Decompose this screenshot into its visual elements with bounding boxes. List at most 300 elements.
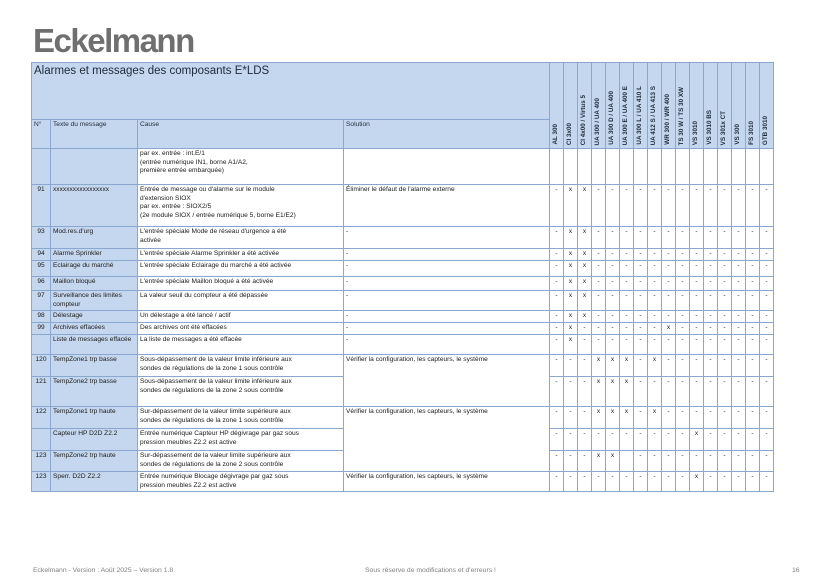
- component-mark: -: [746, 261, 760, 277]
- component-mark: [592, 149, 606, 185]
- component-header: AL 300: [550, 63, 564, 149]
- component-mark: -: [676, 185, 690, 227]
- component-header: WR 300 / WR 400: [662, 63, 676, 149]
- component-mark: -: [718, 185, 732, 227]
- col-message-header: Texte du message: [51, 120, 138, 149]
- row-solution: Vérifier la configuration, les capteurs, le système: [344, 355, 550, 407]
- component-mark: -: [662, 185, 676, 227]
- component-mark: -: [704, 407, 718, 429]
- component-header: VS 3010 BS: [704, 63, 718, 149]
- component-mark: -: [578, 335, 592, 355]
- eckelmann-logo: Eckelmann: [33, 22, 194, 59]
- component-mark: -: [550, 249, 564, 261]
- component-mark: -: [704, 277, 718, 291]
- component-mark: -: [634, 311, 648, 323]
- row-solution: -: [344, 261, 550, 277]
- component-mark: -: [564, 377, 578, 407]
- row-solution: Vérifier la configuration, les capteurs, le système: [344, 407, 550, 471]
- component-mark: -: [662, 471, 676, 491]
- component-mark: -: [648, 185, 662, 227]
- component-mark: -: [690, 249, 704, 261]
- cause-line: Entrée numérique Blocage dégivrage par gaz sous: [140, 472, 289, 480]
- component-mark: -: [718, 323, 732, 335]
- component-mark: -: [676, 355, 690, 377]
- row-number: [32, 335, 51, 355]
- component-mark: -: [732, 377, 746, 407]
- row-cause: [138, 451, 344, 471]
- component-mark: -: [704, 429, 718, 451]
- cause-line: Sous-dépassement de la valeur limite inférieure aux: [140, 356, 292, 364]
- row-message: Mod.res.d'urg: [51, 227, 138, 249]
- row-message: TempZone2 trp haute: [51, 451, 138, 471]
- component-mark: -: [704, 185, 718, 227]
- component-mark: -: [690, 311, 704, 323]
- component-mark: -: [690, 277, 704, 291]
- component-mark: x: [592, 355, 606, 377]
- component-mark: x: [592, 377, 606, 407]
- component-mark: -: [648, 471, 662, 491]
- component-mark: -: [704, 227, 718, 249]
- component-mark: [690, 149, 704, 185]
- component-mark: -: [578, 377, 592, 407]
- component-mark: -: [690, 185, 704, 227]
- component-mark: -: [550, 185, 564, 227]
- component-mark: -: [732, 227, 746, 249]
- component-mark: -: [732, 249, 746, 261]
- table-row: [32, 311, 774, 323]
- component-mark: -: [732, 261, 746, 277]
- component-mark: -: [662, 291, 676, 311]
- component-mark: x: [564, 335, 578, 355]
- component-mark: x: [564, 311, 578, 323]
- component-mark: -: [760, 471, 774, 491]
- row-message: Capteur HP D2D Z2.2: [51, 429, 138, 451]
- component-mark: -: [662, 249, 676, 261]
- row-cause: [138, 277, 344, 291]
- row-message: Archives effacées: [51, 323, 138, 335]
- component-mark: -: [606, 227, 620, 249]
- component-mark: -: [564, 429, 578, 451]
- component-mark: -: [704, 335, 718, 355]
- component-mark: x: [564, 291, 578, 311]
- component-mark: x: [606, 451, 620, 471]
- cause-line: sondes de régulations de la zone 1 sous contrôle: [140, 417, 284, 425]
- component-header: CI 3x00: [564, 63, 578, 149]
- component-mark: -: [592, 323, 606, 335]
- component-mark: [676, 149, 690, 185]
- component-mark: -: [718, 407, 732, 429]
- component-mark: -: [648, 451, 662, 471]
- component-mark: -: [662, 311, 676, 323]
- component-mark: -: [760, 451, 774, 471]
- component-header: VS 301x CT: [718, 63, 732, 149]
- component-mark: -: [620, 249, 634, 261]
- component-mark: -: [746, 451, 760, 471]
- component-mark: -: [606, 261, 620, 277]
- component-mark: -: [592, 291, 606, 311]
- component-mark: -: [648, 249, 662, 261]
- table-row: [32, 185, 774, 227]
- component-mark: -: [746, 377, 760, 407]
- component-mark: -: [634, 185, 648, 227]
- row-solution: Vérifier la configuration, les capteurs, le système: [344, 471, 550, 491]
- row-number: 122: [32, 407, 51, 429]
- table-row: [32, 277, 774, 291]
- cause-line: sondes de régulations de la zone 2 sous contrôle: [140, 461, 284, 469]
- row-number: 91: [32, 185, 51, 227]
- component-mark: x: [690, 429, 704, 451]
- component-mark: x: [620, 355, 634, 377]
- row-message: Surveillance des limites compteur: [51, 291, 138, 311]
- component-mark: -: [578, 355, 592, 377]
- component-mark: -: [550, 323, 564, 335]
- component-mark: x: [606, 355, 620, 377]
- component-mark: [732, 149, 746, 185]
- component-mark: -: [634, 407, 648, 429]
- component-mark: -: [550, 429, 564, 451]
- component-mark: -: [704, 323, 718, 335]
- row-cause: [138, 291, 344, 311]
- component-mark: -: [690, 407, 704, 429]
- component-mark: -: [732, 291, 746, 311]
- component-mark: x: [564, 323, 578, 335]
- component-mark: [718, 149, 732, 185]
- cause-line: activée: [140, 236, 161, 244]
- table-row: [32, 249, 774, 261]
- row-solution: -: [344, 249, 550, 261]
- cause-line: (entrée numérique IN1, borne A1/A2,: [140, 158, 248, 166]
- footer-disclaimer: Sous réserve de modifications et d'erreurs !: [365, 567, 496, 574]
- component-mark: -: [690, 291, 704, 311]
- component-header: UA 300 E / UA 400 E: [620, 63, 634, 149]
- cause-line: La liste de messages a été effacée: [140, 336, 242, 344]
- component-mark: -: [760, 335, 774, 355]
- component-mark: -: [760, 277, 774, 291]
- component-mark: -: [550, 227, 564, 249]
- component-mark: [704, 149, 718, 185]
- component-mark: -: [732, 323, 746, 335]
- component-mark: -: [760, 249, 774, 261]
- cause-line: Des archives ont été effacées: [140, 324, 227, 332]
- cause-line: Un délestage a été lancé / actif: [140, 312, 231, 320]
- component-mark: -: [746, 291, 760, 311]
- component-mark: -: [732, 471, 746, 491]
- component-mark: -: [606, 429, 620, 451]
- component-header: UA 300 / UA 400: [592, 63, 606, 149]
- component-mark: [760, 149, 774, 185]
- component-mark: -: [746, 311, 760, 323]
- component-mark: x: [620, 407, 634, 429]
- component-mark: -: [648, 291, 662, 311]
- component-mark: -: [718, 355, 732, 377]
- row-number: 120: [32, 355, 51, 377]
- row-solution: -: [344, 277, 550, 291]
- component-mark: -: [732, 311, 746, 323]
- component-mark: x: [606, 377, 620, 407]
- table-row: [32, 149, 774, 185]
- component-mark: -: [718, 291, 732, 311]
- component-mark: -: [676, 311, 690, 323]
- component-mark: -: [732, 407, 746, 429]
- component-mark: -: [662, 261, 676, 277]
- component-mark: -: [620, 227, 634, 249]
- component-mark: -: [620, 429, 634, 451]
- component-mark: -: [690, 261, 704, 277]
- component-mark: -: [550, 261, 564, 277]
- component-mark: -: [718, 261, 732, 277]
- table-title: Alarmes et messages des composants E*LDS: [32, 63, 550, 120]
- component-mark: -: [592, 227, 606, 249]
- cause-line: L'entrée spéciale Maillon bloqué a été activée: [140, 278, 274, 285]
- component-mark: -: [620, 323, 634, 335]
- row-cause: [138, 335, 344, 355]
- component-mark: -: [676, 291, 690, 311]
- row-number: [32, 149, 51, 185]
- component-mark: x: [578, 249, 592, 261]
- component-mark: -: [662, 377, 676, 407]
- component-mark: x: [578, 311, 592, 323]
- col-number-header: N°: [32, 120, 51, 149]
- component-mark: -: [550, 451, 564, 471]
- component-mark: -: [578, 407, 592, 429]
- component-mark: -: [704, 451, 718, 471]
- component-mark: -: [760, 355, 774, 377]
- component-mark: -: [634, 335, 648, 355]
- footer-version: Eckelmann - Version : Août 2025 – Version 1.8: [33, 567, 174, 574]
- component-mark: x: [648, 355, 662, 377]
- component-mark: -: [634, 291, 648, 311]
- component-mark: -: [760, 407, 774, 429]
- component-mark: -: [718, 471, 732, 491]
- component-mark: [564, 149, 578, 185]
- component-mark: x: [578, 185, 592, 227]
- component-mark: -: [676, 377, 690, 407]
- row-message: Maillon bloqué: [51, 277, 138, 291]
- component-mark: -: [676, 261, 690, 277]
- row-solution: -: [344, 311, 550, 323]
- component-mark: -: [662, 451, 676, 471]
- component-mark: -: [648, 429, 662, 451]
- cause-line: La valeur seuil du compteur a été dépassée: [140, 292, 268, 299]
- component-mark: -: [690, 377, 704, 407]
- component-mark: x: [578, 291, 592, 311]
- cause-line: L'entrée spéciale Eclairage du marché a été activée: [140, 262, 292, 269]
- component-header: UA 412 S / UA 413 S: [648, 63, 662, 149]
- component-mark: -: [690, 227, 704, 249]
- component-mark: -: [662, 227, 676, 249]
- component-mark: -: [550, 377, 564, 407]
- component-mark: -: [760, 377, 774, 407]
- component-header: CI 4x00 / Virtus 5: [578, 63, 592, 149]
- component-mark: -: [592, 429, 606, 451]
- row-message: Eclairage du marché: [51, 261, 138, 277]
- row-number: 95: [32, 261, 51, 277]
- row-solution: [344, 149, 550, 185]
- component-mark: [550, 149, 564, 185]
- component-mark: x: [620, 377, 634, 407]
- component-mark: -: [732, 429, 746, 451]
- component-mark: -: [578, 451, 592, 471]
- component-header: VS 300: [732, 63, 746, 149]
- component-mark: -: [564, 407, 578, 429]
- row-solution: -: [344, 335, 550, 355]
- row-number: [32, 429, 51, 451]
- row-cause: [138, 185, 344, 227]
- component-mark: -: [634, 377, 648, 407]
- cause-line: Sur-dépassement de la valeur limite supérieure aux: [140, 408, 291, 416]
- row-number: 96: [32, 277, 51, 291]
- row-solution: -: [344, 323, 550, 335]
- component-mark: [648, 149, 662, 185]
- cause-line: par ex. entrée : SIOX2/5: [140, 203, 212, 211]
- component-mark: -: [648, 261, 662, 277]
- component-mark: -: [620, 185, 634, 227]
- component-mark: -: [592, 261, 606, 277]
- component-mark: -: [550, 355, 564, 377]
- component-mark: -: [592, 335, 606, 355]
- component-mark: -: [704, 355, 718, 377]
- component-header: UA 300 D / UA 400: [606, 63, 620, 149]
- component-mark: -: [690, 355, 704, 377]
- component-mark: -: [718, 451, 732, 471]
- component-mark: -: [634, 355, 648, 377]
- component-mark: -: [662, 407, 676, 429]
- component-mark: [620, 149, 634, 185]
- component-mark: -: [550, 407, 564, 429]
- component-mark: -: [606, 185, 620, 227]
- component-mark: -: [634, 429, 648, 451]
- component-mark: -: [648, 377, 662, 407]
- component-mark: -: [592, 277, 606, 291]
- component-mark: -: [690, 335, 704, 355]
- component-mark: -: [746, 471, 760, 491]
- row-message: [51, 149, 138, 185]
- component-mark: -: [564, 355, 578, 377]
- component-mark: -: [634, 261, 648, 277]
- component-mark: x: [592, 407, 606, 429]
- cause-line: d'extension SIOX: [140, 194, 191, 202]
- component-mark: -: [550, 311, 564, 323]
- component-mark: x: [578, 277, 592, 291]
- component-mark: -: [746, 323, 760, 335]
- component-mark: -: [732, 277, 746, 291]
- table-row: [32, 335, 774, 355]
- row-solution: -: [344, 291, 550, 311]
- component-header: VS 3010: [690, 63, 704, 149]
- row-message: Liste de messages effacée: [51, 335, 138, 355]
- cause-line: sondes de régulations de la zone 2 sous contrôle: [140, 387, 284, 395]
- component-mark: -: [662, 335, 676, 355]
- component-mark: -: [704, 311, 718, 323]
- component-mark: -: [578, 429, 592, 451]
- component-mark: -: [550, 277, 564, 291]
- component-mark: -: [732, 335, 746, 355]
- component-mark: -: [746, 355, 760, 377]
- component-mark: -: [550, 335, 564, 355]
- table-row: [32, 355, 774, 377]
- cause-line: sondes de régulations de la zone 1 sous contrôle: [140, 365, 284, 373]
- row-message: Délestage: [51, 311, 138, 323]
- alarms-table-body: [32, 149, 774, 492]
- component-mark: -: [606, 277, 620, 291]
- component-mark: -: [648, 335, 662, 355]
- component-mark: -: [690, 323, 704, 335]
- component-mark: [606, 149, 620, 185]
- row-number: 98: [32, 311, 51, 323]
- col-solution-header: Solution: [344, 120, 550, 149]
- component-mark: -: [578, 323, 592, 335]
- component-mark: -: [662, 429, 676, 451]
- component-mark: -: [662, 355, 676, 377]
- row-cause: [138, 323, 344, 335]
- row-cause: [138, 311, 344, 323]
- component-mark: -: [760, 311, 774, 323]
- table-row: [32, 323, 774, 335]
- component-mark: [746, 149, 760, 185]
- cause-line: pression meubles Z2.2 est active: [140, 439, 237, 447]
- row-cause: [138, 249, 344, 261]
- row-cause: [138, 471, 344, 491]
- component-header: TS 30 W / TS 30 XW: [676, 63, 690, 149]
- table-row: [32, 261, 774, 277]
- row-cause: [138, 227, 344, 249]
- component-mark: -: [634, 227, 648, 249]
- page-number: 16: [792, 567, 800, 574]
- col-cause-header: Cause: [138, 120, 344, 149]
- component-mark: -: [760, 323, 774, 335]
- component-mark: -: [690, 451, 704, 471]
- row-cause: [138, 355, 344, 377]
- component-mark: -: [606, 291, 620, 311]
- component-header: UA 300 L / UA 410 L: [634, 63, 648, 149]
- row-number: 121: [32, 377, 51, 407]
- component-mark: -: [662, 277, 676, 291]
- component-mark: x: [564, 261, 578, 277]
- component-mark: -: [746, 407, 760, 429]
- component-mark: -: [760, 429, 774, 451]
- component-mark: -: [718, 249, 732, 261]
- component-mark: x: [564, 277, 578, 291]
- alarms-table: [31, 62, 774, 492]
- cause-line: Entrée numérique Capteur HP dégivrage par gaz sous: [140, 430, 299, 438]
- component-mark: -: [634, 323, 648, 335]
- component-mark: -: [606, 249, 620, 261]
- component-mark: -: [746, 249, 760, 261]
- component-mark: -: [620, 261, 634, 277]
- cause-line: Sous-dépassement de la valeur limite inférieure aux: [140, 378, 292, 386]
- component-mark: -: [746, 277, 760, 291]
- component-mark: -: [718, 311, 732, 323]
- component-mark: -: [648, 323, 662, 335]
- component-mark: -: [718, 335, 732, 355]
- row-message: TempZone2 trp basse: [51, 377, 138, 407]
- component-mark: -: [746, 185, 760, 227]
- component-mark: -: [676, 335, 690, 355]
- component-mark: -: [704, 291, 718, 311]
- component-mark: -: [704, 377, 718, 407]
- component-mark: -: [676, 227, 690, 249]
- row-cause: [138, 429, 344, 451]
- row-solution: -: [344, 227, 550, 249]
- table-row: [32, 227, 774, 249]
- component-mark: -: [550, 471, 564, 491]
- cause-line: L'entrée spéciale Mode de réseau d'urgence a été: [140, 228, 287, 235]
- component-mark: -: [648, 227, 662, 249]
- component-mark: -: [592, 249, 606, 261]
- row-cause: [138, 149, 344, 185]
- component-mark: -: [760, 185, 774, 227]
- component-mark: -: [718, 377, 732, 407]
